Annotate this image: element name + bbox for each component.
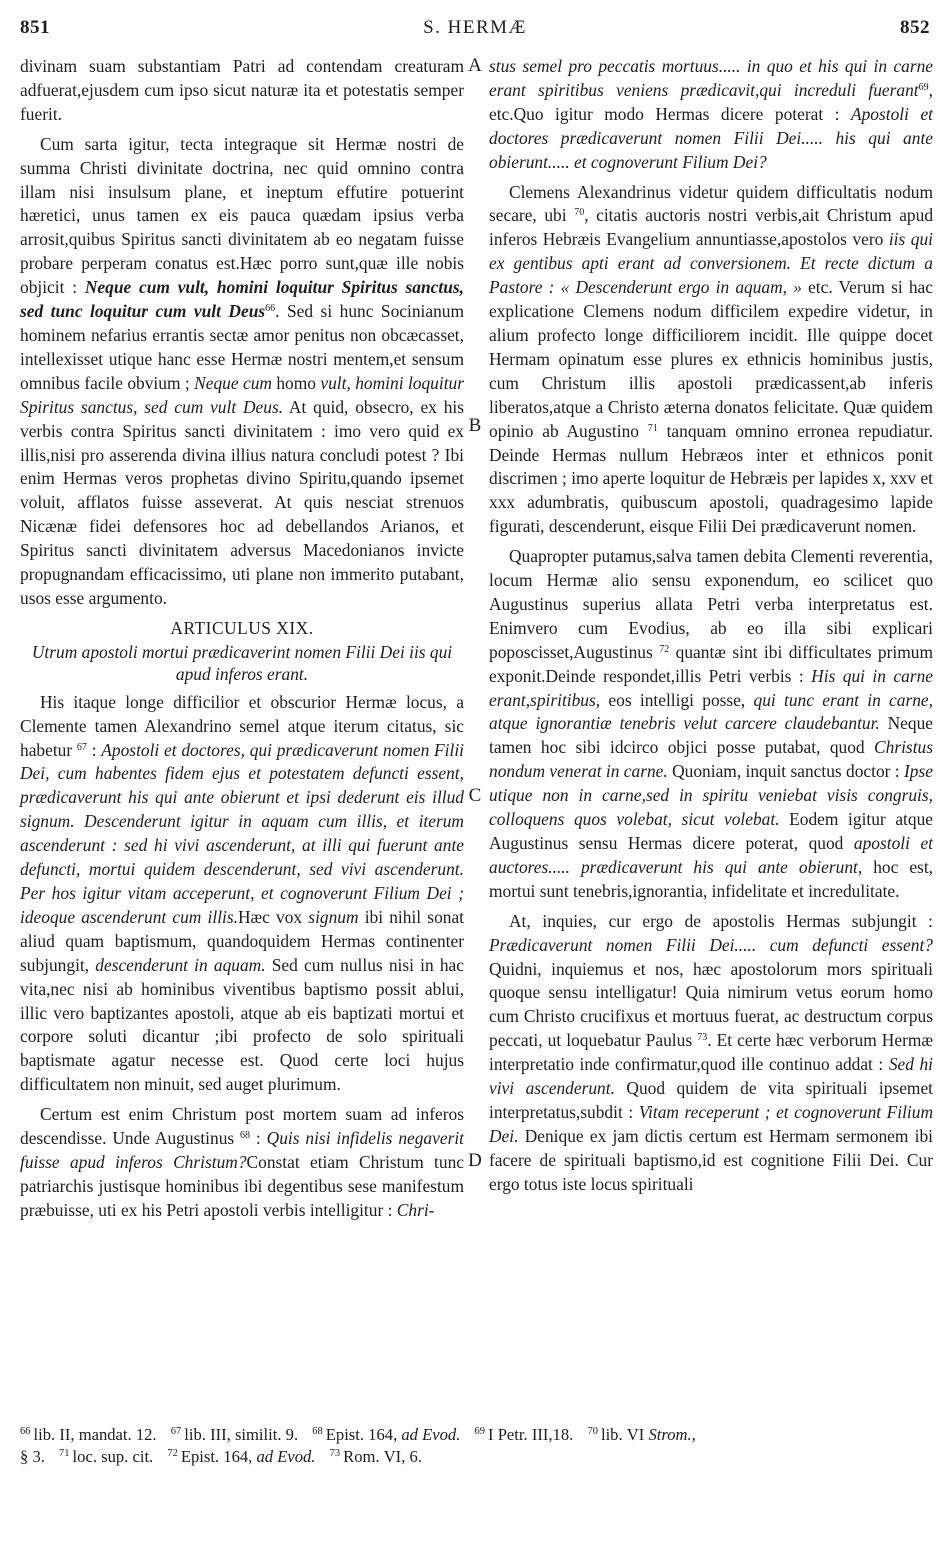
paragraph-text: , citatis auctoris nostri verbis,ait Christum apud inferos Hebræis Evangelium annuntiasse,apostolos vero [489,205,934,250]
quotation: Apostoli et doctores, qui prædicaverunt nomen Filii Dei, cum habentes fidem ejus et potestatem defuncti essent, prædicaverunt his qui ante obierunt et ipsi dederunt eis illud signum. Descenderunt igitur in aquam cum illis, et iterum ascenderunt : sed hi vivi ascenderunt, at illi qui fuerunt ante defuncti, mortui quidem descenderunt, sed vivi ascenderunt. Per hos igitur vitam acceperunt, et cognoverunt Filium Dei ; ideoque ascenderunt cum illis. [20,739,464,927]
quotation: Vitam receperunt ; et cognoverunt Filium Dei. [489,1101,934,1146]
paragraph [20,55,464,127]
footnote [171,1425,298,1444]
margin-letter-c: C [468,785,482,806]
paragraph [20,1103,464,1223]
paragraph-text: hoc est, mortui sunt tenebris,ignorantia, infidelitate et incredulitate. [489,856,933,901]
footnote-text: Rom. [343,1447,384,1466]
footnote-text: , similit. 9. [226,1425,299,1444]
footnote-italic: Strom., [648,1425,696,1444]
paragraph-text: Eodem igitur atque Augustinus sensu Hermas dicere poterat, quod [489,809,933,853]
paragraph-text: Quoniam, inquit sanctus doctor : [667,761,904,782]
left-column [20,55,464,1223]
footnote-roman: II [59,1425,71,1444]
footnote-text: lib. [600,1425,627,1444]
paragraph-text: etc. Verum si hac explicatione Clemens nodum difficilem expedire videtur, in alium profecto longe difficiliorem incidit. Ille quippe docet Hermam opinatum esse plures ex ethnicis hominibus justis, cum Christum illis apostoli prædicassent,ab inferis liberatos,atque a Christo æterna donatos felicitate. Quæ quidem opinio ab Augustino [489,277,933,441]
separator: : [86,739,102,760]
footnote-ref: 66 [265,303,276,315]
footnotes [20,1424,930,1468]
footnote-ref: 70 [574,207,585,219]
paragraph-text: Clemens Alexandrinus videtur quidem difficultatis nodum secare, ubi [489,181,933,226]
paragraph-text: homo [271,372,321,393]
paragraph-text: Neque tamen hoc sibi idcirco objici posse putabat, quod [489,713,933,758]
paragraph-text: Quapropter putamus,salva tamen debita Clementi reverentia, locum Hermæ alio sensu exponendum, eo scilicet quo Augustinus superius allata Petri verba interpretatus est. Enimvero cum Evodius, ab eo illa sibi explicari poposcisset,Augustinus [489,546,933,662]
separator: : [250,1128,267,1149]
quotation: Christus nondum venerat in carne. [489,737,933,782]
footnote-italic: ad Evod. [256,1447,316,1466]
paragraph-text: At quid, obsecro, ex his verbis contra Spiritus sancti divinitatem : imo vero quid ex illis,nisi pro asserenda divina illius natura concludi potest ? Ibi enim Hermas veros prophetas divino Spiritu,quando ipsemet voluit, afflatos fuisse asseverat. At quis nesciat strenuos Nicænæ fidei defensores hoc ad debellandos Arianos, et Spiritus sancti divinitatem adversus Macedonianos invicte propugnandam efficacissimo, uti plane non immerito putabant, usos esse argumento. [20,396,464,608]
emphasis: signum [308,906,359,927]
footnote-mark: 72 [167,1448,178,1459]
footnote [587,1425,695,1444]
margin-letter-a: A [468,55,482,76]
footnote [330,1447,422,1466]
footnote-mark: 67 [170,1426,182,1437]
footnote-text: ,18. [548,1425,574,1444]
paragraph [489,910,933,1197]
footnote-ref: 72 [659,643,670,655]
footnote-italic: ad Evod. [401,1425,461,1444]
paragraph-text: . Sed si hunc Socinianum hominem nefarius errantis sectæ amor penitus non obcæcasset, intellexisset utique hanc esse Hermæ nostri mentem,et sensum omnibus facile obvium ; [20,301,464,393]
paragraph-text: At, inquies, cur ergo de apostolis Hermas subjungit : [509,910,933,931]
quotation: Ipse utique non in carne,sed in spiritu veniebat visis congruis, colloquens quos volebat, sicut volebat. [489,761,933,830]
footnote-ref: 71 [647,422,658,434]
margin-letter-d: D [468,1150,482,1171]
footnote-text: lib. [184,1425,211,1444]
quotation: Apostoli et doctores prædicaverunt nomen Filii Dei..... his qui ante obierunt..... et cognoverunt Filium Dei? [489,103,933,172]
paragraph [489,55,933,175]
footnote-ref: 69 [918,81,929,93]
footnote-text: § 3. [20,1447,45,1466]
footnote-roman: III [210,1425,227,1444]
footnote-line [20,1446,930,1468]
footnote [475,1425,574,1444]
paragraph-text: Cum sarta igitur, tecta integraque sit Hermæ nostri de summa Christi divinitate doctrina, nec quid omnino contra illam nisi insulsum plane, et ineptum effutire potuerint hæretici, unus tamen ex eis pauca quædam ipsius verba arrosit,quibus Spiritus sancti divinitatem ab eo negatam fuisse probare perperam conatus est.Hæc porro sunt,quæ ille nobis objicit : [20,133,464,298]
paragraph-text: , etc.Quo igitur modo Hermas dicere poterat : [489,79,933,124]
paragraph-text: ibi nihil sonat aliud quam baptismum, quandoquidem Hermas continenter subjungit, [20,906,465,975]
paragraph [20,691,464,1097]
footnote-mark: 71 [59,1448,70,1459]
footnote-mark: 70 [587,1426,598,1437]
running-title: S. HERMÆ [423,17,527,38]
footnote-roman: VI [383,1447,402,1466]
paragraph-text: Quod quidem de vita spirituali ipsemet interpretatus,subdit : [489,1078,934,1122]
quotation: stus semel pro peccatis mortuus..... in quo et his qui in carne erant spiritibus veniens prædicavit,qui increduli fuerant [489,56,933,100]
quotation: Quis nisi infidelis negaverit fuisse apud inferos Christum? [20,1128,464,1172]
article-heading: ARTICULUS XIX. [170,617,314,638]
quotation: vult, homini loquitur Spiritus sanctus, sed cum vult Deus. [20,372,464,417]
footnote-mark: 69 [474,1426,486,1437]
paragraph-text: Denique ex jam dictis certum est Hermam sermonem ibi facere de spirituali baptismo,id est cognitione Filii Dei. Cur ergo totus iste locus spirituali [489,1125,933,1194]
quotation: His qui in carne erant,spiritibus, [489,665,933,710]
footnote-line [20,1424,930,1446]
paragraph-text: Hæc vox [237,906,309,927]
footnote-text: Epist. 164, [325,1425,402,1444]
paragraph [489,545,933,904]
quotation: Neque cum [194,372,272,393]
paragraph-text: divinam suam substantiam Patri ad contendam creaturam adfuerat,ejusdem cum ipso sicut naturæ ita et potestatis semper fuerit. [20,56,464,124]
paragraph-text: quantæ sint ibi difficultates primum exponit.Deinde respondet,illis Petri verbis : [489,641,933,686]
quotation: descenderunt in aquam. [95,954,266,975]
paragraph-text: Quidni, inquiemus et nos, hæc apostolorum mors spirituali quoque sensu intelligatur! Quia nimirum vetus eorum homo cum Christo crucifixus et mortuus fuerat, ac destructum corpus peccati, ut loquebatur Paulus [489,958,933,1051]
quotation: Neque cum vult, homini loquitur Spiritus sanctus, sed tunc loquitur cum vult Deus [20,277,464,322]
footnote-mark: 73 [329,1448,341,1459]
right-column [489,55,933,1197]
paragraph-text: . Et certe hæc verborum Hermæ interpretatio inde confirmatur,quod ille continuo addat : [489,1030,933,1075]
footnote [312,1425,460,1444]
paragraph [489,181,933,540]
footnote-text: Epist. 164, [180,1447,257,1466]
page-number-left: 851 [20,17,50,38]
footnote-roman: III [531,1425,549,1444]
footnote-mark: 66 [20,1426,31,1437]
footnote-mark: 68 [312,1426,323,1437]
footnote-ref: 73 [697,1032,708,1044]
margin-letter-b: B [468,415,482,436]
quotation: Prædicaverunt nomen Filii Dei..... cum defuncti essent? [489,934,933,955]
paragraph-text: Sed cum nullus nisi in hac vita,nec nisi ab hominibus viventibus baptismo possit ablui, illic vero baptizantes apostoli, atque ab eis baptizati mortui et corpore soluti dicantur ;ibi profecto de solo spirituali baptismate agatur necesse est. Quod certe loci hujus difficultatem non minuit, sed auget plurimum. [20,954,464,1095]
footnote-ref: 68 [240,1130,251,1142]
footnote [167,1447,315,1466]
footnote-text: , 6. [401,1447,422,1466]
paragraph [20,133,464,611]
footnote-text: , mandat. 12. [70,1425,157,1444]
paragraph-text: tanquam omnino erronea repudiatur. Deinde Hermas nullum Hebræos inter et ethnicos ponit discrimen ; imo aperte loquitur de Hebræis per lapides x, xxv et xxx adumbratis, quibuscum apostoli, quadragesimo lapide figurati, descenderunt, eisque Filii Dei prædicaverunt nomen. [489,420,933,537]
footnote [20,1447,45,1466]
paragraph-text: eos intelligi posse, [600,689,754,710]
paragraph-text: His itaque longe difficilior et obscurior Hermæ locus, a Clemente tamen Alexandrino semel atque iterum citatus, sic habetur [20,691,464,760]
page-number-right: 852 [900,17,930,38]
quotation: Sed hi vivi ascenderunt. [489,1054,933,1099]
paragraph-text: Constat etiam Christum tunc patriarchis justisque hominibus ibi degentibus sese manifestum præbuisse, uti ex his Petri apostoli verbis intelligitur : [20,1151,464,1220]
quotation: iis qui ex gentibus apti erant ad conversionem. Et recte dictum a Pastore : « Descenderunt ergo in aquam, » [489,229,933,298]
page-header [20,17,930,43]
footnote-text: lib. [33,1425,60,1444]
quotation: Chri- [396,1199,435,1220]
footnote-text: loc. sup. cit. [72,1447,154,1466]
article-title: Utrum apostoli mortui prædicaverint nomen Filii Dei iis qui apud inferos erant. [31,641,453,684]
footnote-text: I Petr. [488,1425,532,1444]
quotation: apostoli et auctores..... prædicaverunt his qui ante obierunt, [489,833,933,877]
footnote-roman: VI [626,1425,645,1444]
quotation: qui tunc erant in carne, atque ignorantiæ tenebris velut carcere claudebantur. [489,689,933,734]
footnote-ref: 67 [76,741,87,753]
paragraph-text: Certum est enim Christum post mortem suam ad inferos descendisse. Unde Augustinus [20,1104,464,1149]
footnote [59,1447,153,1466]
footnote [20,1425,157,1444]
